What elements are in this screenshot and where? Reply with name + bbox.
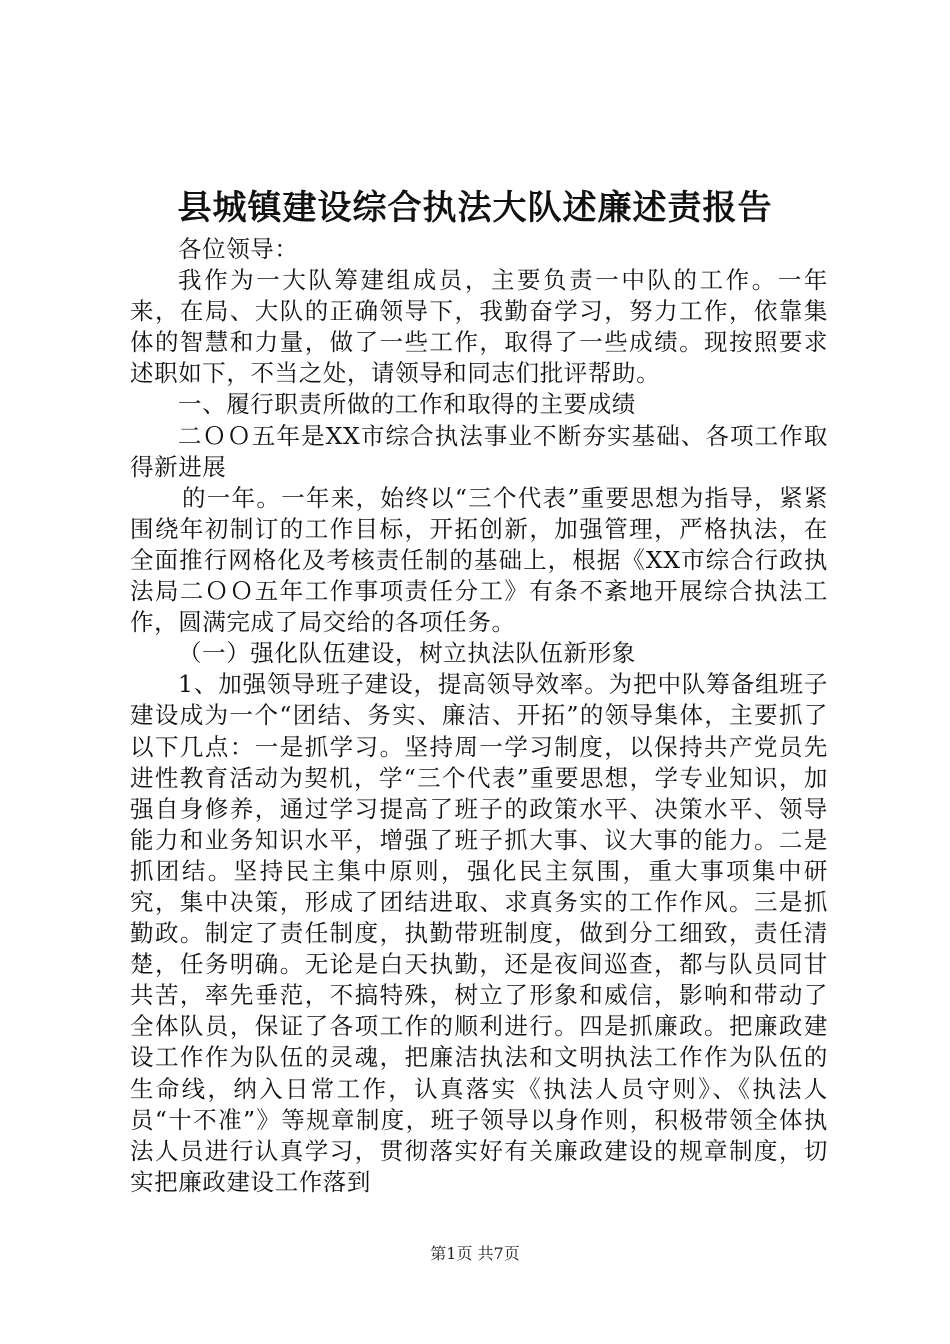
intro-paragraph: 我作为一大队筹建组成员，主要负责一中队的工作。一年来，在局、大队的正确领导下，我勤奋学习，努力工作，依靠集体的智慧和力量，做了一些工作，取得了一些成绩。现按照要求述职如下，不当之处，请领导和同志们批评帮助。 — [130, 266, 828, 388]
paragraph-2005-continued: 的一年。一年来，始终以“三个代表”重要思想为指导，紧紧围绕年初制订的工作目标，开拓创新，加强管理，严格执法，在全面推行网格化及考核责任制的基础上，根据《XX市综合行政执法局二ＯＯ五年工作事项责任分工》有条不紊地开展综合执法工作，圆满完成了局交给的各项任务。 — [130, 483, 828, 637]
page-number-footer: 第1页 共7页 — [430, 1244, 520, 1263]
paragraph-2005-start: 二ＯＯ五年是XX市综合执法事业不断夯实基础、各项工作取得新进展 — [130, 421, 828, 481]
document-title: 县城镇建设综合执法大队述廉述责报告 — [177, 188, 773, 228]
salutation: 各位领导： — [178, 235, 299, 263]
document-body — [130, 234, 828, 1198]
leadership-paragraph: 1、加强领导班子建设，提高领导效率。为把中队筹备组班子建设成为一个“团结、务实、廉洁、开拓”的领导集体，主要抓了以下几点：一是抓学习。坚持周一学习制度，以保持共产党员先进性教育活动为契机，学“三个代表”重要思想，学专业知识，加强自身修养，通过学习提高了班子的政策水平、决策水平、领导能力和业务知识水平，增强了班子抓大事、议大事的能力。二是抓团结。坚持民主集中原则，强化民主氛围，重大事项集中研究，集中决策，形成了团结进取、求真务实的工作作风。三是抓勤政。制定了责任制度，执勤带班制度，做到分工细致，责任清楚，任务明确。无论是白天执勤，还是夜间巡查，都与队员同甘共苦，率先垂范，不搞特殊，树立了形象和威信，影响和带动了全体队员，保证了各项工作的顺利进行。四是抓廉政。把廉政建设工作作为队伍的灵魂，把廉洁执法和文明执法工作作为队伍的生命线，纳入日常工作，认真落实《执法人员守则》、《执法人员“十不准”》等规章制度，班子领导以身作则，积极带领全体执法人员进行认真学习，贯彻落实好有关廉政建设的规章制度，切实把廉政建设工作落到 — [130, 670, 828, 1196]
subsection-heading-1: （一）强化队伍建设，树立执法队伍新形象 — [178, 639, 636, 668]
section-heading-1: 一、履行职责所做的工作和取得的主要成绩 — [178, 390, 636, 419]
